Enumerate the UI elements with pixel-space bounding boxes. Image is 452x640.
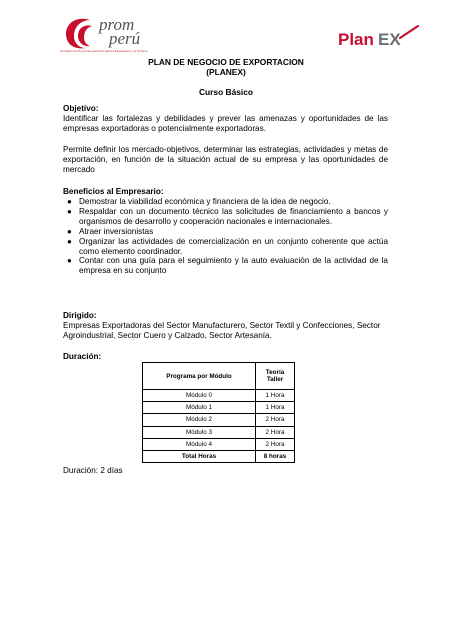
list-item-text: Organizar las actividades de comercialización en un conjunto coherente que actúa como elemento coordinador. bbox=[79, 236, 388, 256]
beneficios-heading: Beneficios al Empresario: bbox=[63, 187, 164, 196]
table-row bbox=[143, 402, 295, 414]
promperu-tagline: Comisión de Promoción del Perú para la Exportación y el Turismo bbox=[60, 49, 148, 53]
bullet-icon: ● bbox=[67, 197, 72, 206]
table-cell-modulo: Módulo 1 bbox=[143, 402, 256, 414]
objetivo-paragraph: Identificar las fortalezas y debilidades y prever las amenazas y oportunidades de las empresas exportadoras o potencialmente exportadoras. bbox=[63, 114, 388, 133]
promperu-wordmark-bottom: perú bbox=[109, 29, 141, 48]
table-header-teoria: Teoría Taller bbox=[256, 363, 295, 390]
objetivo-detail-paragraph: Permite definir los mercado-objetivos, determinar las estrategias, actividades y metas de exportación, en función de la situación actual de su empresa y las oportunidades de mercado bbox=[63, 145, 388, 174]
duracion-heading: Duración: bbox=[63, 352, 102, 361]
promperu-logo bbox=[60, 14, 180, 54]
list-item bbox=[63, 227, 388, 237]
list-item bbox=[63, 256, 388, 276]
list-item-text: Respaldar con un documento técnico las solicitudes de financiamiento a bancos y organismos de desarrollo y cooperación nacionales e internacionales. bbox=[79, 206, 388, 226]
table-row bbox=[143, 426, 295, 438]
table-cell-horas: 1 Hora bbox=[256, 402, 295, 414]
table-cell-horas: 1 Hora bbox=[256, 390, 295, 402]
list-item bbox=[63, 207, 388, 227]
planex-wordmark-plan: Plan bbox=[338, 30, 374, 49]
table-cell-modulo: Módulo 4 bbox=[143, 438, 256, 450]
planex-swoosh-icon bbox=[398, 24, 420, 40]
bullet-icon: ● bbox=[67, 236, 72, 246]
bullet-icon: ● bbox=[67, 256, 72, 266]
document-title: PLAN DE NEGOCIO DE EXPORTACION bbox=[148, 57, 304, 67]
table-header-modulo: Programa por Módulo bbox=[143, 363, 256, 390]
table-cell-modulo: Módulo 0 bbox=[143, 390, 256, 402]
list-item-text: Atraer inversionistas bbox=[79, 226, 154, 236]
table-cell-horas: 2 Hora bbox=[256, 438, 295, 450]
table-row bbox=[143, 414, 295, 426]
table-header-row bbox=[143, 363, 295, 390]
table-cell-horas: 2 Hora bbox=[256, 426, 295, 438]
list-item-text: Contar con una guía para el seguimiento y la auto evaluación de la actividad de la empresa en su conjunto bbox=[79, 256, 388, 276]
table-cell-horas: 2 Hora bbox=[256, 414, 295, 426]
table-cell-modulo: Módulo 3 bbox=[143, 426, 256, 438]
table-total-label: Total Horas bbox=[143, 450, 256, 462]
list-item-text: Demostrar la viabilidad económica y financiera de la idea de negocio. bbox=[79, 197, 331, 206]
bullet-icon: ● bbox=[67, 206, 72, 216]
table-total-value: 8 horas bbox=[256, 450, 295, 462]
dirigido-paragraph: Empresas Exportadoras del Sector Manufacturero, Sector Textil y Confecciones, Sector Agroindustrial, Sector Cuero y Calzado, Sector Artesanía. bbox=[63, 321, 381, 340]
dirigido-heading: Dirigido: bbox=[63, 311, 97, 320]
beneficios-list bbox=[63, 197, 388, 276]
modules-table bbox=[142, 362, 295, 463]
planex-logo bbox=[338, 30, 414, 52]
list-item bbox=[63, 197, 388, 207]
promperu-wordmark-top: prom bbox=[99, 15, 135, 34]
table-total-row bbox=[143, 450, 295, 462]
list-item bbox=[63, 237, 388, 257]
table-row bbox=[143, 390, 295, 402]
objetivo-heading: Objetivo: bbox=[63, 104, 99, 113]
document-title-acronym: (PLANEX) bbox=[206, 67, 246, 77]
table-cell-modulo: Módulo 2 bbox=[143, 414, 256, 426]
duracion-footer: Duración: 2 días bbox=[63, 466, 123, 475]
bullet-icon: ● bbox=[67, 226, 72, 236]
document-subtitle: Curso Básico bbox=[199, 87, 253, 97]
planex-wordmark-ex: EX bbox=[378, 30, 401, 49]
table-row bbox=[143, 438, 295, 450]
